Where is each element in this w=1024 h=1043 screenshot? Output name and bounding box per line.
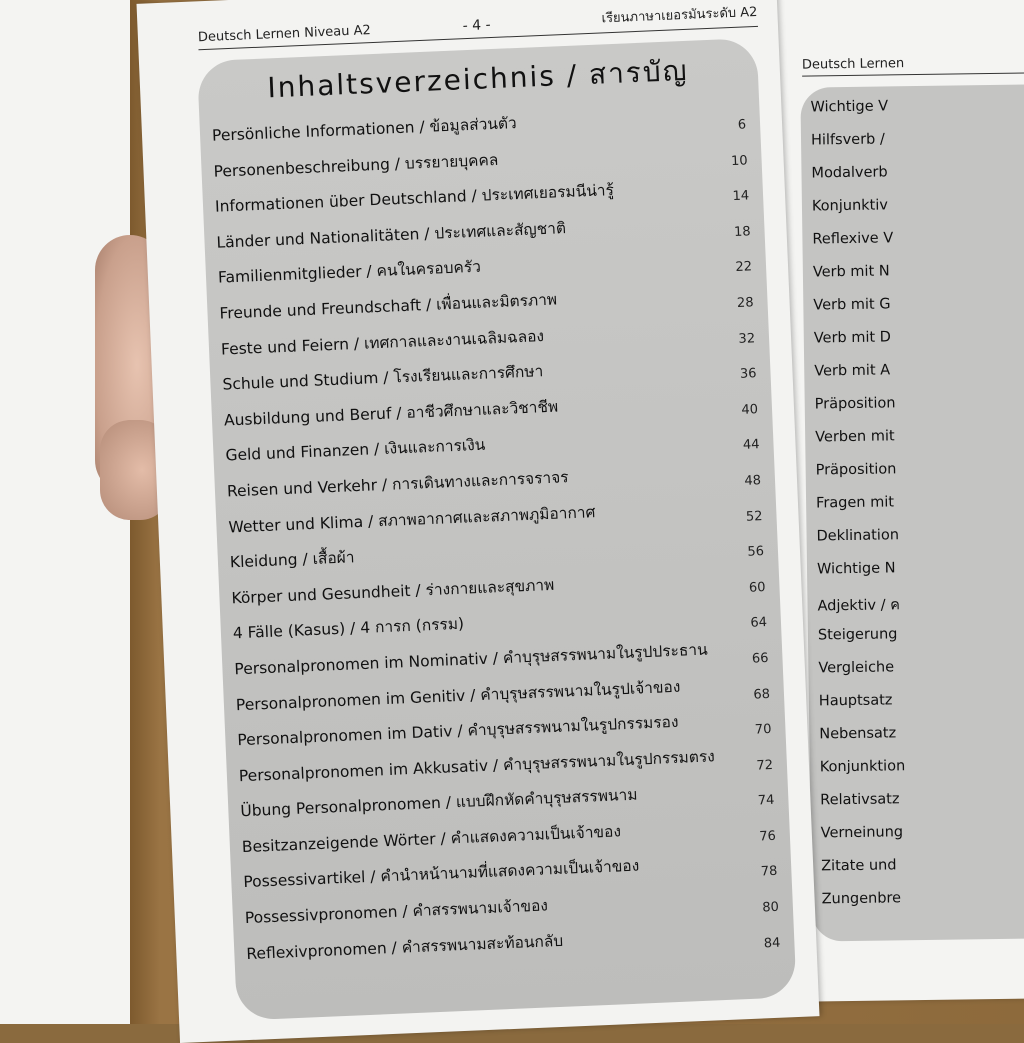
right-toc-entry: Verb mit G: [813, 296, 891, 314]
right-toc-entry: Steigerung: [817, 626, 898, 644]
toc-entry-label: Besitzanzeigende Wörter / คำแสดงความเป็นเจ้าของ: [241, 822, 622, 857]
toc-entry-page: 18: [733, 224, 751, 240]
toc-entry-label: Reisen und Verkehr / การเดินทางและการจราจร: [226, 468, 569, 501]
right-toc-entry: Nebensatz: [819, 725, 897, 743]
toc-entry-page: 36: [739, 366, 757, 383]
right-toc-entry: Verneinung: [820, 824, 904, 842]
toc-entry-label: Länder und Nationalitäten / ประเทศและสัญชาติ: [216, 218, 567, 252]
toc-entry-page: 40: [741, 401, 759, 418]
right-toc-entry: Deklination: [816, 527, 900, 545]
right-toc-entry: Verb mit D: [813, 329, 892, 347]
page-number: - 4 -: [462, 17, 491, 35]
right-toc-entry: Verb mit N: [812, 263, 890, 281]
toc-entry-page: 70: [754, 722, 772, 738]
toc-entry-label: Personalpronomen im Akkusativ / คำบุรุษสรรพนามในรูปกรรมตรง: [238, 746, 716, 785]
right-toc-entry: Hilfsverb /: [810, 131, 885, 149]
toc-entry-page: 64: [750, 615, 768, 631]
toc-entry-page: 76: [759, 828, 777, 845]
toc-entry-label: Personenbeschreibung / บรรยายบุคคล: [213, 150, 499, 181]
toc-entry-page: 32: [738, 330, 756, 347]
right-toc-entry: Hauptsatz: [818, 692, 893, 710]
right-toc-entry: Zitate und: [821, 857, 897, 875]
toc-entry-page: 72: [756, 757, 774, 774]
toc-entry-label: Kleidung / เสื้อผ้า: [229, 548, 355, 572]
toc-entry-label: Persönliche Informationen / ข้อมูลส่วนตัว: [211, 114, 518, 145]
header-title-th: เรียนภาษาเยอรมันระดับ A2: [601, 4, 758, 27]
toc-entry-label: Geld und Finanzen / เงินและการเงิน: [225, 435, 486, 465]
header-title-de: Deutsch Lernen Niveau A2: [197, 23, 372, 46]
right-toc-entry: Fragen mit: [815, 494, 895, 512]
left-page: [137, 0, 820, 1043]
toc-entry-page: 10: [730, 153, 748, 169]
right-toc-entry: Konjunktion: [819, 758, 906, 776]
right-toc-entry: Reflexive V: [812, 230, 894, 248]
toc-title: Inhaltsverzeichnis / สารบัญ: [266, 53, 690, 105]
right-toc-entry: Präposition: [814, 395, 896, 413]
toc-entry-page: 48: [744, 473, 762, 489]
toc-entry-label: Possessivartikel / คำนำหน้านามที่แสดงความเป็นเจ้าของ: [243, 857, 640, 892]
toc-entry-label: Übung Personalpronomen / แบบฝึกหัดคำบุรุษสรรพนาม: [240, 785, 638, 821]
toc-entry-page: 6: [737, 117, 747, 133]
toc-panel: [197, 38, 797, 1021]
toc-entry-label: Informationen über Deutschland / ประเทศเยอรมนีน่ารู้: [214, 181, 615, 216]
toc-entry-page: 78: [760, 864, 778, 880]
toc-entry-page: 28: [736, 295, 754, 311]
toc-entry-label: Personalpronomen im Dativ / คำบุรุษสรรพนามในรูปกรรมรอง: [237, 712, 679, 750]
toc-entry-label: Körper und Gesundheit / ร่างกายและสุขภาพ: [231, 575, 555, 608]
toc-entry-label: Feste und Feiern / เทศกาลและงานเฉลิมฉลอง: [220, 326, 545, 359]
toc-entry-page: 22: [735, 259, 753, 276]
right-toc-entry: Wichtige V: [810, 98, 889, 116]
toc-entry-page: 14: [732, 188, 750, 205]
right-toc-entry: Wichtige N: [816, 560, 896, 578]
toc-entry-page: 84: [763, 935, 781, 952]
right-toc-entry: Präposition: [815, 461, 897, 479]
toc-entry-label: Wetter und Klima / สภาพอากาศและสภาพภูมิอากาศ: [228, 502, 596, 536]
right-toc-entry: Modalverb: [811, 164, 888, 182]
toc-entry-label: 4 Fälle (Kasus) / 4 การก (กรรม): [232, 615, 465, 643]
right-toc-entry: Verben mit: [815, 428, 895, 446]
toc-list: [212, 100, 785, 976]
toc-entry-label: Schule und Studium / โรงเรียนและการศึกษา: [222, 362, 544, 394]
toc-entry-label: Possessivpronomen / คำสรรพนามเจ้าของ: [244, 896, 549, 928]
toc-entry-page: 74: [757, 793, 775, 809]
right-toc-entry: Relativsatz: [820, 791, 900, 809]
toc-entry-page: 66: [751, 650, 769, 667]
toc-entry-label: Freunde und Freundschaft / เพื่อนและมิตรภาพ: [219, 290, 558, 323]
toc-entry-page: 56: [747, 544, 765, 560]
right-toc-entry: Vergleiche: [818, 659, 895, 677]
toc-entry-page: 44: [742, 437, 760, 454]
toc-entry-page: 60: [748, 579, 766, 596]
toc-entry-label: Personalpronomen im Nominativ / คำบุรุษสรรพนามในรูปประธาน: [234, 640, 709, 679]
toc-entry-label: Ausbildung und Beruf / อาชีวศึกษาและวิชาชีพ: [223, 397, 559, 430]
right-toc-entry: Konjunktiv: [811, 197, 889, 215]
toc-entry-label: Familienmitglieder / คนในครอบครัว: [217, 258, 482, 288]
right-toc-list: [810, 98, 907, 924]
toc-entry-label: Personalpronomen im Genitiv / คำบุรุษสรรพนามในรูปเจ้าของ: [235, 677, 681, 714]
right-toc-entry: Adjektiv / ค: [817, 597, 900, 615]
right-toc-panel: [800, 83, 1024, 941]
toc-entry-label: Reflexivpronomen / คำสรรพนามสะท้อนกลับ: [246, 931, 564, 963]
toc-entry-page: 68: [753, 686, 771, 703]
right-page-header: Deutsch Lernen: [802, 54, 1024, 77]
right-toc-entry: Zungenbre: [821, 890, 902, 908]
toc-entry-page: 52: [745, 508, 763, 525]
right-toc-entry: Verb mit A: [814, 362, 891, 380]
toc-entry-page: 80: [762, 899, 780, 916]
